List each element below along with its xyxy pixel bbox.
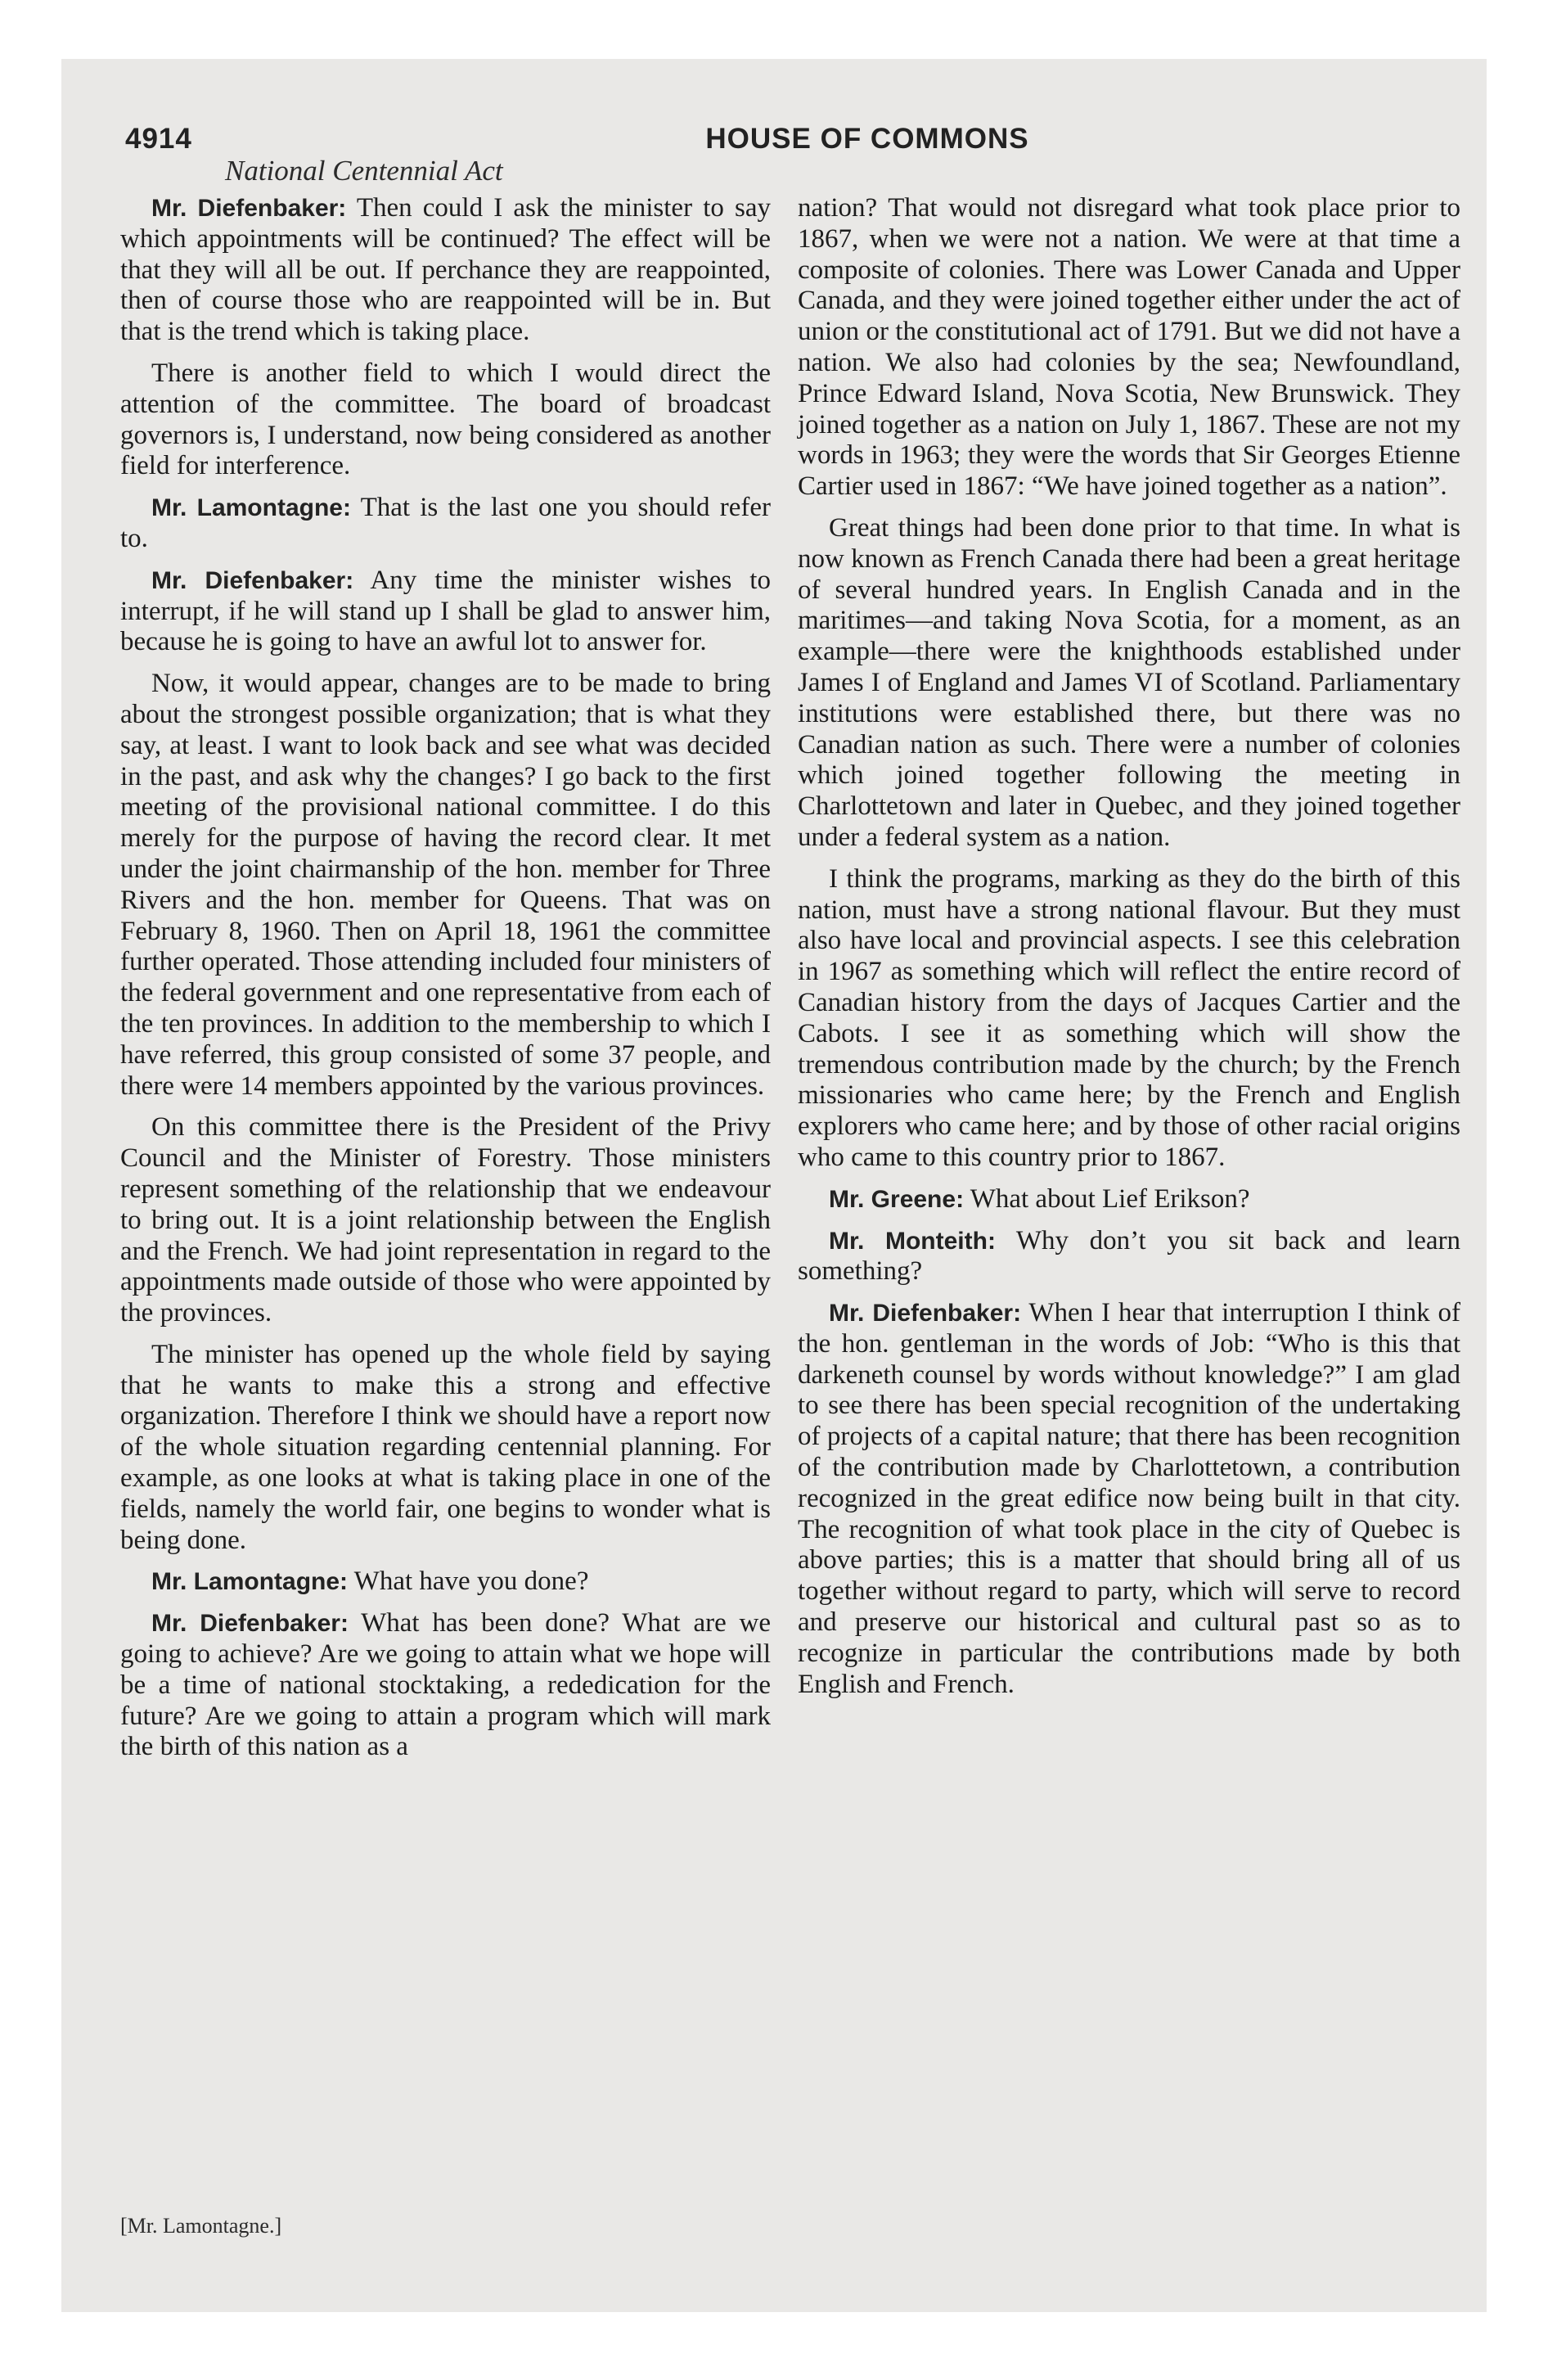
paragraph xyxy=(798,864,1460,1174)
speaker-name: Mr. Diefenbaker: xyxy=(151,195,347,222)
paragraph xyxy=(120,1608,771,1763)
paragraph-text: Any time the minister wishes to interrupt, if he will stand up I shall be glad to answer him, because he is going to have an awful lot to answer for. xyxy=(120,565,771,657)
paragraph-text: Why don’t you sit back and learn something? xyxy=(798,1225,1461,1287)
paragraph-text: When I hear that interruption I think of the hon. gentleman in the words of Job: “Who is this that darkeneth counsel by words without knowledge?” I am glad to see there has been special recognition of the undertaking of projects of a capital nature; that there has been recognition of the contribution made by Charlottetown, a contribution recognized in the great edifice now being built in that city. The recognition of what took place in the city of Quebec is above parties; this is a matter that should bring all of us together without regard to party, which will serve to record and preserve our historical and cultural past so as to recognize in particular the contributions made by both English and French. xyxy=(798,1298,1460,1699)
paragraph xyxy=(120,1340,771,1557)
paragraph-text: What about Lief Erikson? xyxy=(964,1183,1250,1214)
paragraph xyxy=(798,193,1460,503)
speaker-footnote: [Mr. Lamontagne.] xyxy=(120,2214,282,2238)
paragraph xyxy=(120,193,771,348)
page-number: 4914 xyxy=(125,123,192,155)
paragraph-text: What have you done? xyxy=(348,1566,589,1597)
right-column xyxy=(798,193,1460,1711)
paragraph xyxy=(120,493,771,555)
paragraph xyxy=(120,1566,771,1598)
speaker-name: Mr. Diefenbaker: xyxy=(151,1610,349,1638)
running-head: HOUSE OF COMMONS xyxy=(705,123,1029,155)
paragraph xyxy=(120,566,771,658)
paragraph-text: The minister has opened up the whole field by saying that he wants to make this a strong and effective organization. Therefore I think we should have a report now of the whole situation regarding centennial planning. For example, as one looks at what is taking place in one of the fields, namely the world fair, one begins to wonder what is being done. xyxy=(120,1339,771,1555)
paragraph-text: There is another field to which I would direct the attention of the committee. The board of broadcast governors is, I understand, now being considered as another field for interference. xyxy=(120,358,771,481)
section-title: National Centennial Act xyxy=(225,155,503,187)
paragraph-text: I think the programs, marking as they do the birth of this nation, must have a strong national flavour. But they must also have local and provincial aspects. I see this celebration in 1967 as something which will reflect the entire record of Canadian history from the days of Jacques Cartier and the Cabots. I see it as something which will show the tremendous contribution made by the church; by the French missionaries who came here; by the French and English explorers who came here; and by those of other racial origins who came to this country prior to 1867. xyxy=(798,863,1460,1172)
paragraph xyxy=(120,358,771,482)
paragraph-text: What has been done? What are we going to achieve? Are we going to attain what we hope will be a time of national stocktaking, a rededication for the future? Are we going to attain a program which will mark the birth of this nation as a xyxy=(120,1608,771,1762)
speaker-name: Mr. Lamontagne: xyxy=(151,494,351,522)
paragraph xyxy=(120,1112,771,1329)
paragraph xyxy=(798,1298,1460,1700)
speaker-name: Mr. Greene: xyxy=(829,1185,965,1213)
paragraph-text: Now, it would appear, changes are to be made to bring about the strongest possible organization; that is what they say, at least. I want to look back and see what was decided in the past, and ask why the changes? I go back to the first meeting of the provisional national committee. I do this merely for the purpose of having the record clear. It met under the joint chairmanship of the hon. member for Three Rivers and the hon. member for Queens. That was on February 8, 1960. Then on April 18, 1961 the committee further operated. Those attending included four ministers of the federal government and one representative from each of the ten provinces. In addition to the membership to which I have referred, this group consisted of some 37 people, and there were 14 members appointed by the various provinces. xyxy=(120,669,771,1101)
speaker-name: Mr. Monteith: xyxy=(829,1227,996,1255)
paragraph-text: nation? That would not disregard what took place prior to 1867, when we were not a nation. We were at that time a composite of colonies. There was Lower Canada and Upper Canada, and they were joined together either under the act of union or the constitutional act of 1791. But we did not have a nation. We also had colonies by the sea; Newfoundland, Prince Edward Island, Nova Scotia, New Brunswick. They joined together as a nation on July 1, 1867. These are not my words in 1963; they were the words that Sir Georges Etienne Cartier used in 1867: “We have joined together as a nation”. xyxy=(798,193,1460,502)
speaker-name: Mr. Diefenbaker: xyxy=(829,1300,1022,1327)
paragraph-text: Great things had been done prior to that time. In what is now known as French Canada there had been a great heritage of several hundred years. In English Canada and in the maritimes—and taking Nova Scotia, for a moment, as an example—there were the knighthoods established under James I of England and James VI of Scotland. Parliamentary institutions were established there, but there was no Canadian nation as such. There were a number of colonies which joined together following the meeting in Charlottetown and later in Quebec, and they joined together under a federal system as a nation. xyxy=(798,512,1460,852)
paragraph xyxy=(798,1226,1460,1288)
speaker-name: Mr. Lamontagne: xyxy=(151,1568,349,1596)
left-column xyxy=(120,193,771,1774)
paragraph xyxy=(120,669,771,1102)
paragraph-text: Then could I ask the minister to say which appointments will be continued? The effect will be that they will all be out. If perchance they are reappointed, then of course those who are reappointed will be in. But that is the trend which is taking place. xyxy=(120,193,771,347)
paragraph-text: That is the last one you should refer to. xyxy=(120,493,772,553)
paragraph xyxy=(798,513,1460,854)
paragraph-text: On this committee there is the President of the Privy Council and the Minister of Forestry. Those ministers represent something of the relationship that we endeavour to bring out. It is a joint relationship between the English and the French. We had joint representation in regard to the appointments made outside of those who were appointed by the provinces. xyxy=(120,1112,771,1328)
paragraph xyxy=(798,1184,1460,1215)
speaker-name: Mr. Diefenbaker: xyxy=(151,566,354,594)
